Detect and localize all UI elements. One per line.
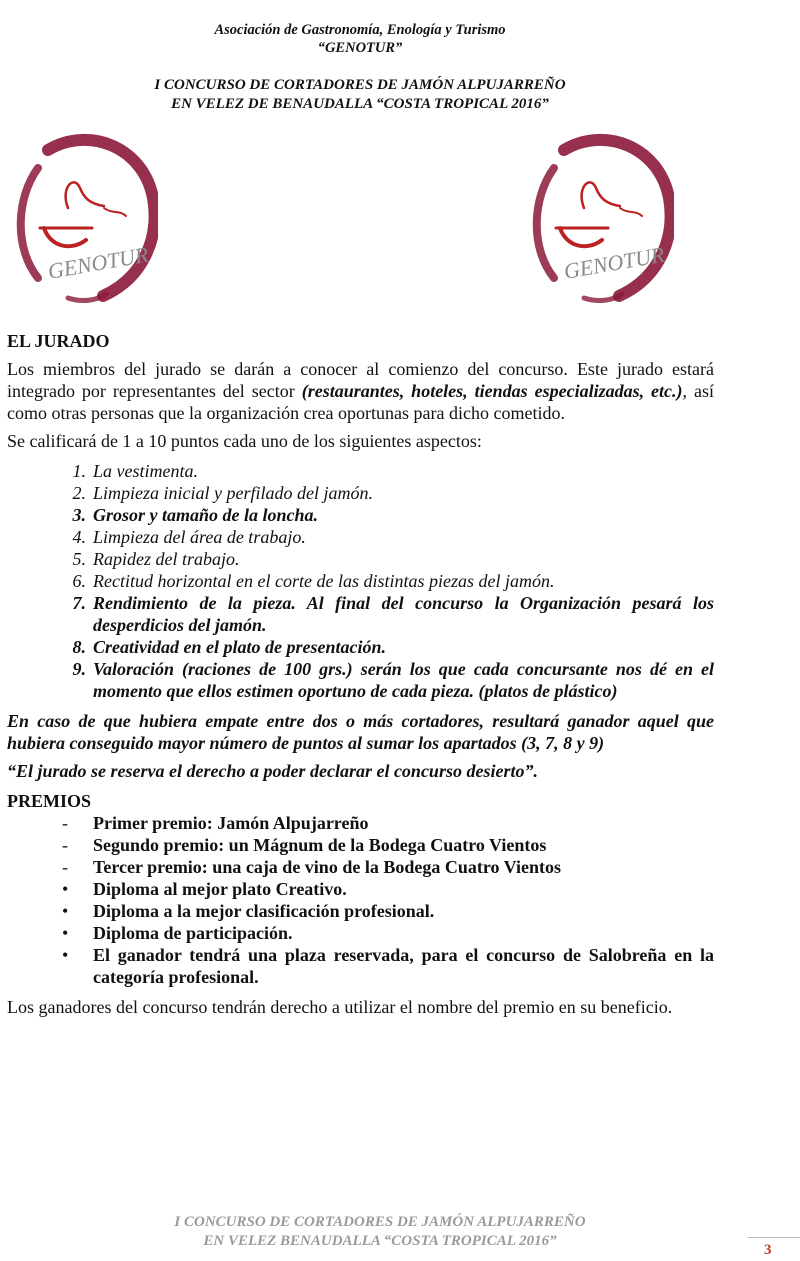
tie-rule: En caso de que hubiera empate entre dos o más cortadores, resultará ganador aquel que hubiera conseguido mayor número de puntos al sumar los apartados (3, 7, 8 y 9) xyxy=(7,711,714,753)
criteria-text: Grosor y tamaño de la loncha. xyxy=(93,505,319,525)
criteria-number: 6. xyxy=(72,571,86,591)
criteria-item xyxy=(7,548,714,570)
bullet-icon: • xyxy=(62,901,69,921)
jury-reserve-note: “El jurado se reserva el derecho a poder declarar el concurso desierto”. xyxy=(7,761,538,781)
criteria-item xyxy=(7,526,714,548)
bullet-icon: • xyxy=(62,923,69,943)
genotur-logo-right xyxy=(524,128,674,304)
footer-title-line2: EN VELEZ BENAUDALLA “COSTA TROPICAL 2016” xyxy=(203,1233,557,1249)
criteria-number: 1. xyxy=(72,461,86,481)
criteria-item xyxy=(7,636,714,658)
page-number-rule xyxy=(748,1237,800,1238)
prize-marker: - xyxy=(62,813,68,833)
prize-item xyxy=(7,922,714,944)
logo-text: GENOTUR xyxy=(561,241,667,284)
criteria-text: La vestimenta. xyxy=(93,461,198,481)
criteria-number: 3. xyxy=(72,505,86,525)
logo-text: GENOTUR xyxy=(45,241,151,284)
criteria-text: Rapidez del trabajo. xyxy=(93,549,240,569)
genotur-logo-left xyxy=(8,128,158,304)
jurado-text-a: Los miembros del jurado se darán a conocer al comienzo del concurso. Este jurado estará integrado por representantes del sector xyxy=(7,359,714,401)
prize-text: Diploma al mejor plato Creativo. xyxy=(93,879,347,899)
organization-name: Asociación de Gastronomía, Enología y Turismo xyxy=(214,22,506,38)
prize-marker: - xyxy=(62,857,68,877)
prize-text: Segundo premio: un Mágnum de la Bodega Cuatro Vientos xyxy=(93,835,547,855)
criteria-text: Limpieza del área de trabajo. xyxy=(93,527,306,547)
prize-item xyxy=(7,900,714,922)
criteria-item xyxy=(7,504,714,526)
criteria-item xyxy=(7,658,714,702)
scoring-intro: Se calificará de 1 a 10 puntos cada uno de los siguientes aspectos: xyxy=(7,431,482,451)
criteria-text: Creatividad en el plato de presentación. xyxy=(93,637,386,657)
bullet-icon: • xyxy=(62,945,69,965)
criteria-number: 9. xyxy=(72,659,86,679)
premios-heading: PREMIOS xyxy=(7,791,92,811)
prize-text: Diploma a la mejor clasificación profesional. xyxy=(93,901,435,921)
prize-text: Tercer premio: una caja de vino de la Bodega Cuatro Vientos xyxy=(93,857,561,877)
criteria-number: 5. xyxy=(72,549,86,569)
jurado-heading: EL JURADO xyxy=(7,331,110,351)
prize-text: El ganador tendrá una plaza reservada, para el concurso de Salobreña en la categoría profesional. xyxy=(93,945,714,987)
main-content xyxy=(7,330,714,1024)
criteria-list xyxy=(7,460,714,702)
prizes-list xyxy=(7,812,714,988)
criteria-number: 7. xyxy=(72,593,86,613)
criteria-number: 8. xyxy=(72,637,86,657)
criteria-item xyxy=(7,570,714,592)
closing-note: Los ganadores del concurso tendrán derecho a utilizar el nombre del premio en su beneficio. xyxy=(7,997,673,1017)
criteria-text: Limpieza inicial y perfilado del jamón. xyxy=(93,483,373,503)
prize-item xyxy=(7,944,714,988)
criteria-item xyxy=(7,460,714,482)
jurado-paragraph xyxy=(7,358,714,424)
criteria-text: Rectitud horizontal en el corte de las distintas piezas del jamón. xyxy=(93,571,555,591)
prize-text: Diploma de participación. xyxy=(93,923,293,943)
criteria-text: Valoración (raciones de 100 grs.) serán los que cada concursante nos dé en el momento que ellos estimen oportuno de cada pieza. (platos de plástico) xyxy=(93,659,714,701)
prize-item xyxy=(7,856,714,878)
organization-acronym: “GENOTUR” xyxy=(317,40,403,56)
bullet-icon: • xyxy=(62,879,69,899)
prize-marker: - xyxy=(62,835,68,855)
contest-title-line1: I CONCURSO DE CORTADORES DE JAMÓN ALPUJARREÑO xyxy=(154,77,566,93)
page-number: 3 xyxy=(764,1242,772,1258)
prize-item xyxy=(7,878,714,900)
footer-title-line1: I CONCURSO DE CORTADORES DE JAMÓN ALPUJARREÑO xyxy=(174,1214,586,1230)
prize-item xyxy=(7,812,714,834)
criteria-number: 2. xyxy=(72,483,86,503)
prize-text: Primer premio: Jamón Alpujarreño xyxy=(93,813,369,833)
criteria-number: 4. xyxy=(72,527,86,547)
jurado-text-c: , así como otras personas que la organización crea oportunas para dicho cometido. xyxy=(7,381,714,423)
criteria-item xyxy=(7,482,714,504)
contest-title-line2: EN VELEZ DE BENAUDALLA “COSTA TROPICAL 2016” xyxy=(171,96,549,112)
prize-item xyxy=(7,834,714,856)
criteria-item xyxy=(7,592,714,636)
criteria-text: Rendimiento de la pieza. Al final del concurso la Organización pesará los desperdicios del jamón. xyxy=(93,593,714,635)
jurado-sectors: (restaurantes, hoteles, tiendas especializadas, etc.) xyxy=(301,381,683,401)
